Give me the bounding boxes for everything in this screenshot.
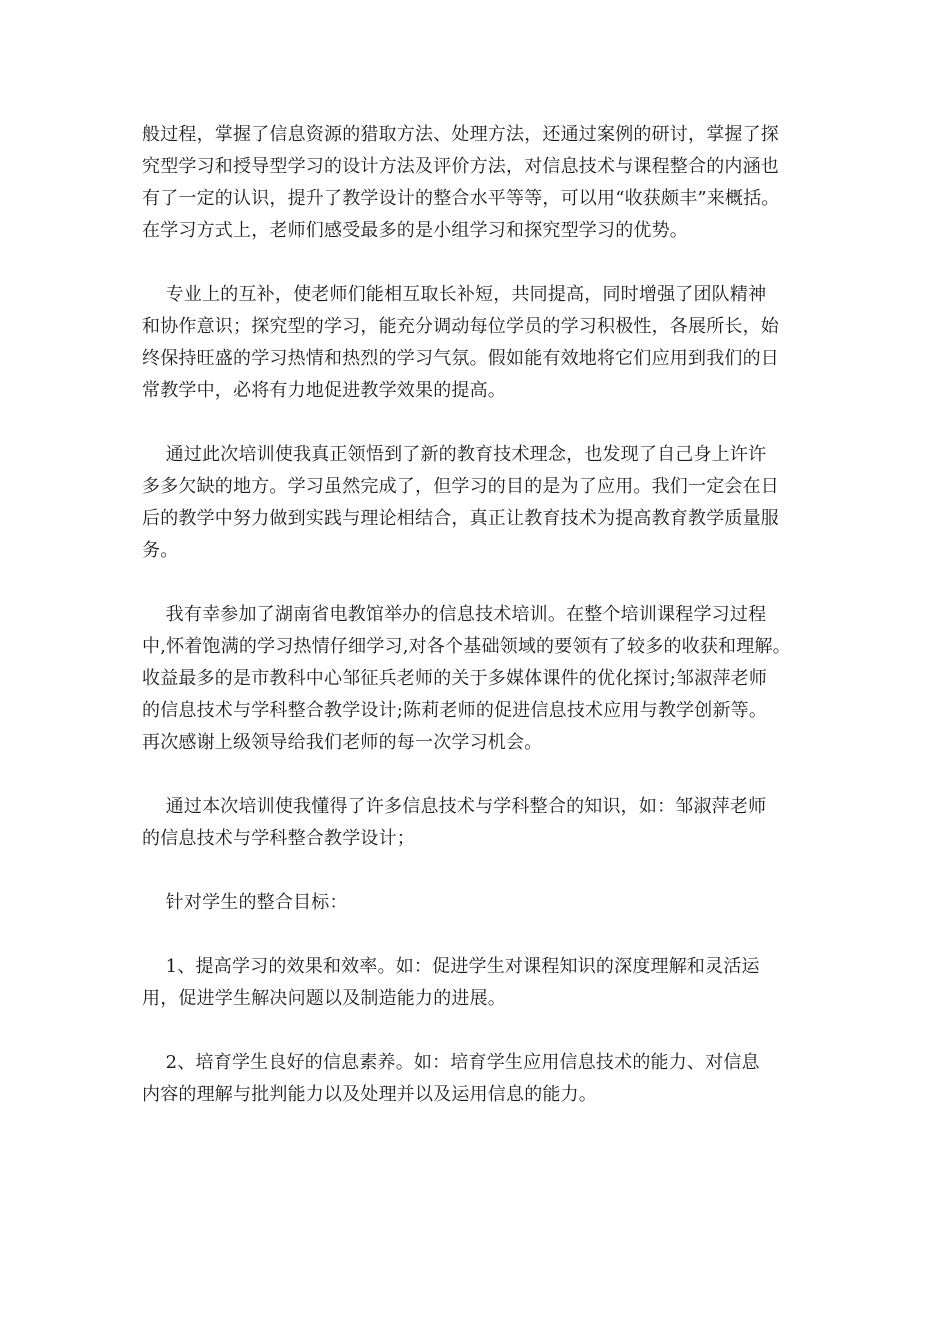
paragraph-gap: [142, 1015, 832, 1047]
paragraph-gap: [142, 247, 832, 279]
text-line: 通过此次培训使我真正领悟到了新的教育技术理念，也发现了自己身上许许: [142, 444, 767, 465]
text-line: 的信息技术与学科整合教学设计;陈莉老师的促进信息技术应用与教学创新等。: [142, 700, 768, 721]
text-line: 终保持旺盛的学习热情和热烈的学习气氛。假如能有效地将它们应用到我们的日: [142, 348, 779, 369]
text-line: 再次感谢上级领导给我们老师的每一次学习机会。: [142, 732, 543, 753]
text-line: 多多欠缺的地方。学习虽然完成了，但学习的目的是为了应用。我们一定会在日: [142, 476, 779, 497]
paragraph-2: [142, 279, 832, 407]
text-line: 的信息技术与学科整合教学设计；: [142, 828, 415, 849]
text-line: 用，促进学生解决问题以及制造能力的进展。: [142, 988, 506, 1009]
text-line: 内容的理解与批判能力以及处理并以及运用信息的能力。: [142, 1084, 597, 1105]
text-line: 究型学习和授导型学习的设计方法及评价方法，对信息技术与课程整合的内涵也: [142, 156, 779, 177]
paragraph-6: [142, 887, 832, 919]
text-line: 后的教学中努力做到实践与理论相结合，真正让教育技术为提高教育教学质量服: [142, 508, 779, 529]
text-line: 2、培育学生良好的信息素养。如：培育学生应用信息技术的能力、对信息: [142, 1052, 760, 1073]
paragraph-8: [142, 1047, 832, 1111]
text-line: 专业上的互补，使老师们能相互取长补短，共同提高，同时增强了团队精神: [142, 284, 767, 305]
text-line: 通过本次培训使我懂得了许多信息技术与学科整合的知识，如：邹淑萍老师: [142, 796, 767, 817]
text-line: 我有幸参加了湖南省电教馆举办的信息技术培训。在整个培训课程学习过程: [142, 604, 767, 625]
text-line: 收益最多的是市教科中心邹征兵老师的关于多媒体课件的优化探讨;邹淑萍老师: [142, 668, 768, 689]
paragraph-4: [142, 599, 832, 759]
text-line: 务。: [142, 540, 179, 561]
text-line: 针对学生的整合目标：: [142, 892, 348, 913]
text-line: 和协作意识；探究型的学习，能充分调动每位学员的学习积极性，各展所长，始: [142, 316, 779, 337]
text-line: 1、提高学习的效果和效率。如：促进学生对课程知识的深度理解和灵活运: [142, 956, 760, 977]
paragraph-7: [142, 951, 832, 1015]
paragraph-1: [142, 119, 832, 247]
paragraph-gap: [142, 919, 832, 951]
text-line: 有了一定的认识，提升了教学设计的整合水平等等，可以用“收获颇丰”来概括。: [142, 188, 780, 209]
paragraph-3: [142, 439, 832, 567]
paragraph-gap: [142, 855, 832, 887]
document-body: [142, 119, 832, 1111]
paragraph-5: [142, 791, 832, 855]
paragraph-gap: [142, 759, 832, 791]
paragraph-gap: [142, 407, 832, 439]
text-line: 中,怀着饱满的学习热情仔细学习,对各个基础领域的要领有了较多的收获和理解。: [142, 636, 791, 657]
text-line: 在学习方式上，老师们感受最多的是小组学习和探究型学习的优势。: [142, 220, 688, 241]
text-line: 常教学中，必将有力地促进教学效果的提高。: [142, 380, 506, 401]
text-line: 般过程，掌握了信息资源的猎取方法、处理方法，还通过案例的研讨，掌握了探: [142, 124, 779, 145]
paragraph-gap: [142, 567, 832, 599]
